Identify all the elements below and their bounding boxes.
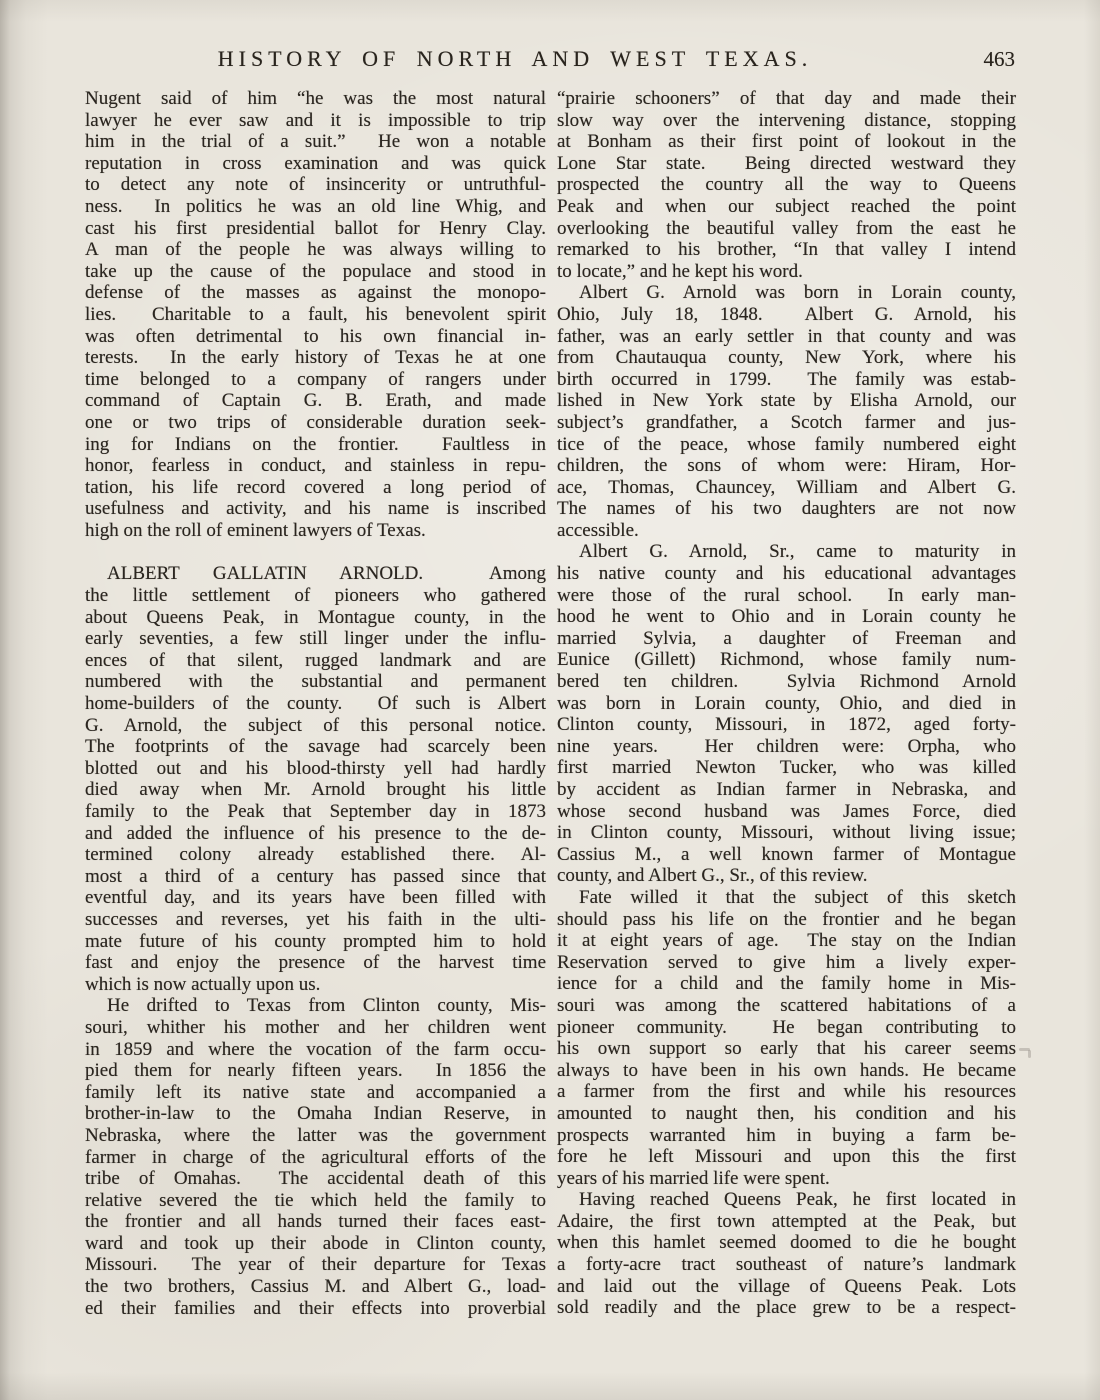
text-line: “prairie schooners” of that day and made their — [557, 88, 1016, 109]
text-line: first married Newton Tucker, who was killed — [557, 757, 1016, 779]
text-line: one or two trips of considerable duration seek- — [85, 411, 546, 433]
text-line: when this hamlet seemed doomed to die he bought — [557, 1232, 1016, 1254]
paragraph — [557, 1189, 1016, 1319]
text-line: died away when Mr. Arnold brought his little — [85, 779, 546, 801]
text-line: take up the cause of the populace and stood in — [85, 260, 546, 282]
paragraph — [85, 563, 546, 995]
text-line: time belonged to a company of rangers under — [85, 368, 546, 390]
text-line: lished in New York state by Elisha Arnold, our — [557, 390, 1016, 412]
text-line: early seventies, a few still linger under the influ- — [85, 628, 546, 650]
text-line: G. Arnold, the subject of this personal notice. — [85, 714, 546, 736]
page-number: 463 — [983, 47, 1015, 71]
page-title: HISTORY OF NORTH AND WEST TEXAS. — [217, 46, 813, 71]
text-line: and added the influence of his presence to the de- — [85, 822, 546, 844]
text-line: overlooking the beautiful valley from the east he — [557, 217, 1016, 239]
text-line: ience for a child and the family home in Mis- — [557, 973, 1016, 995]
text-line: married Sylvia, a daughter of Freeman and — [557, 627, 1016, 649]
text-line: about Queens Peak, in Montague county, in the — [85, 606, 546, 628]
text-line: ward and took up their abode in Clinton county, — [85, 1232, 546, 1254]
text-line: usefulness and activity, and his name is inscribed — [85, 498, 546, 520]
text-line: his native county and his educational advantages — [557, 563, 1016, 585]
text-line: his own support so early that his career seems — [557, 1038, 1016, 1060]
text-line: Cassius M., a well known farmer of Montague — [557, 843, 1016, 865]
text-line: prospected the country all the way to Queens — [557, 174, 1016, 196]
text-line: amounted to naught then, his condition and his — [557, 1102, 1016, 1124]
text-line: the frontier and all hands turned their faces east- — [85, 1211, 546, 1233]
text-line: Nebraska, where the latter was the government — [85, 1124, 546, 1146]
paragraph — [557, 541, 1016, 887]
running-head — [85, 46, 1015, 76]
text-line: brother-in-law to the Omaha Indian Reserve, in — [85, 1103, 546, 1125]
text-line: in Clinton county, Missouri, without living issue; — [557, 822, 1016, 844]
text-line: pioneer community. He began contributing to — [557, 1016, 1016, 1038]
scan-blemish — [1028, 1050, 1031, 1058]
paragraph — [557, 887, 1016, 1189]
text-line: always to have been in his own hands. He became — [557, 1059, 1016, 1081]
text-line: ed their families and their effects into proverbial — [85, 1297, 546, 1319]
text-line: relative severed the tie which held the family to — [85, 1189, 546, 1211]
text-line: ences of that silent, rugged landmark and are — [85, 649, 546, 671]
text-line: and laid out the village of Queens Peak. Lots — [557, 1275, 1016, 1297]
paragraph — [557, 88, 1016, 282]
text-line: fast and enjoy the presence of the harvest time — [85, 952, 546, 974]
text-line: a forty-acre tract southeast of nature’s landmark — [557, 1254, 1016, 1276]
text-line: which is now actually upon us. — [85, 973, 321, 995]
text-line: ness. In politics he was an old line Whig, and — [85, 195, 546, 217]
text-line: to detect any note of insincerity or untruthful- — [85, 174, 546, 196]
text-line: Lone Star state. Being directed westward they — [557, 152, 1016, 174]
text-line: to locate,” and he kept his word. — [557, 260, 803, 282]
text-line: family to the Peak that September day in 1873 — [85, 801, 546, 822]
column-right — [557, 88, 1016, 1319]
text-line: terests. In the early history of Texas he at one — [85, 347, 546, 369]
text-line: subject’s grandfather, a Scotch farmer and jus- — [557, 411, 1016, 433]
text-line: defense of the masses as against the monopo- — [85, 282, 546, 304]
text-line: tribe of Omahas. The accidental death of this — [85, 1168, 546, 1190]
text-line: fore he left Missouri and upon this the first — [557, 1146, 1016, 1168]
text-line: county, and Albert G., Sr., of this review. — [557, 865, 868, 887]
text-line: accessible. — [557, 519, 639, 541]
text-line: eventful day, and its years have been filled with — [85, 887, 546, 909]
text-line: children, the sons of whom were: Hiram, Hor- — [557, 455, 1016, 477]
text-line: by accident as Indian farmer in Nebraska, and — [557, 779, 1016, 800]
text-line: Reservation served to give him a lively exper- — [557, 951, 1016, 973]
text-line: years of his married life were spent. — [557, 1167, 830, 1189]
text-line: slow way over the intervening distance, stopping — [557, 109, 1016, 131]
paragraph — [85, 88, 546, 541]
text-line: souri was among the scattered habitations of a — [557, 994, 1016, 1016]
text-line: ace, Thomas, Chauncey, William and Albert G. — [557, 476, 1016, 498]
text-line: Ohio, July 18, 1848. Albert G. Arnold, his — [557, 303, 1016, 325]
text-line: high on the roll of eminent lawyers of Texas. — [85, 519, 426, 541]
text-line: Eunice (Gillett) Richmond, whose family num- — [557, 649, 1016, 671]
text-line: Missouri. The year of their departure for Texas — [85, 1254, 546, 1276]
text-line: birth occurred in 1799. The family was estab- — [557, 368, 1016, 390]
text-line: He drifted to Texas from Clinton county, Mis- — [107, 995, 546, 1017]
text-line: in 1859 and where the vocation of the farm occu- — [85, 1038, 546, 1060]
text-line: Nugent said of him “he was the most natural — [85, 88, 546, 109]
text-line: him in the trial of a suit.” He won a notable — [85, 131, 546, 153]
text-line: A man of the people he was always willing to — [85, 239, 546, 261]
text-line: a farmer from the first and while his resources — [557, 1081, 1016, 1103]
text-line: from Chautauqua county, New York, where his — [557, 347, 1016, 369]
text-line: tice of the peace, whose family numbered eight — [557, 433, 1016, 455]
text-line: sold readily and the place grew to be a respect- — [557, 1297, 1016, 1319]
text-line: ing for Indians on the frontier. Faultless in — [85, 433, 546, 455]
text-line: Clinton county, Missouri, in 1872, aged forty- — [557, 714, 1016, 736]
text-line: the two brothers, Cassius M. and Albert G., load- — [85, 1276, 546, 1298]
text-line: family left its native state and accompanied a — [85, 1081, 546, 1103]
text-line: command of Captain G. B. Erath, and made — [85, 390, 546, 412]
text-line: home-builders of the county. Of such is Albert — [85, 693, 546, 715]
text-line: farmer in charge of the agricultural efforts of the — [85, 1146, 546, 1168]
text-line: lies. Charitable to a fault, his benevolent spirit — [85, 303, 546, 325]
text-line: Having reached Queens Peak, he first located in — [579, 1189, 1016, 1211]
text-line: Peak and when our subject reached the point — [557, 195, 1016, 217]
text-line: lawyer he ever saw and it is impossible to trip — [85, 109, 546, 131]
text-line: hood he went to Ohio and in Lorain county he — [557, 606, 1016, 628]
text-line: it at eight years of age. The stay on the Indian — [557, 930, 1016, 952]
text-line: at Bonham as their first point of lookout in the — [557, 131, 1016, 153]
text-line: was born in Lorain county, Ohio, and died in — [557, 692, 1016, 714]
text-line: The names of his two daughters are not now — [557, 498, 1016, 520]
text-line: ALBERT GALLATIN ARNOLD. Among — [107, 563, 546, 585]
text-line: souri, whither his mother and her children went — [85, 1016, 546, 1038]
text-line: successes and reverses, yet his faith in the ulti- — [85, 908, 546, 930]
text-line: honor, fearless in conduct, and stainless in repu- — [85, 455, 546, 477]
text-line: were those of the rural school. In early man- — [557, 584, 1016, 606]
text-line: the little settlement of pioneers who gathered — [85, 585, 546, 607]
text-line: nine years. Her children were: Orpha, who — [557, 735, 1016, 757]
column-left — [85, 88, 546, 1319]
text-line: was often detrimental to his own financial in- — [85, 325, 546, 347]
text-line: should pass his life on the frontier and he began — [557, 908, 1016, 930]
text-line: father, was an early settler in that county and was — [557, 325, 1016, 347]
paragraph — [85, 995, 546, 1319]
text-line: Fate willed it that the subject of this sketch — [579, 886, 1016, 908]
text-line: The footprints of the savage had scarcely been — [85, 736, 546, 758]
text-line: termined colony already established there. Al- — [85, 844, 546, 866]
text-line: cast his first presidential ballot for Henry Clay. — [85, 217, 546, 239]
text-line: pied them for nearly fifteen years. In 1856 the — [85, 1060, 546, 1082]
text-line: reputation in cross examination and was quick — [85, 152, 546, 174]
text-line: prospects warranted him in buying a farm be- — [557, 1124, 1016, 1146]
text-line: whose second husband was James Force, died — [557, 800, 1016, 822]
text-line: Albert G. Arnold, Sr., came to maturity in — [579, 541, 1016, 563]
text-line: blotted out and his blood-thirsty yell had hardly — [85, 757, 546, 779]
text-line: tation, his life record covered a long period of — [85, 476, 546, 498]
text-line: bered ten children. Sylvia Richmond Arnold — [557, 671, 1016, 693]
text-line: numbered with the substantial and permanent — [85, 671, 546, 693]
text-line: Adaire, the first town attempted at the Peak, but — [557, 1210, 1016, 1232]
text-line: most a third of a century has passed since that — [85, 865, 546, 887]
paragraph — [557, 282, 1016, 541]
text-line: mate future of his county prompted him to hold — [85, 930, 546, 952]
text-line: remarked to his brother, “In that valley I intend — [557, 239, 1016, 261]
text-line: Albert G. Arnold was born in Lorain county, — [579, 282, 1016, 304]
